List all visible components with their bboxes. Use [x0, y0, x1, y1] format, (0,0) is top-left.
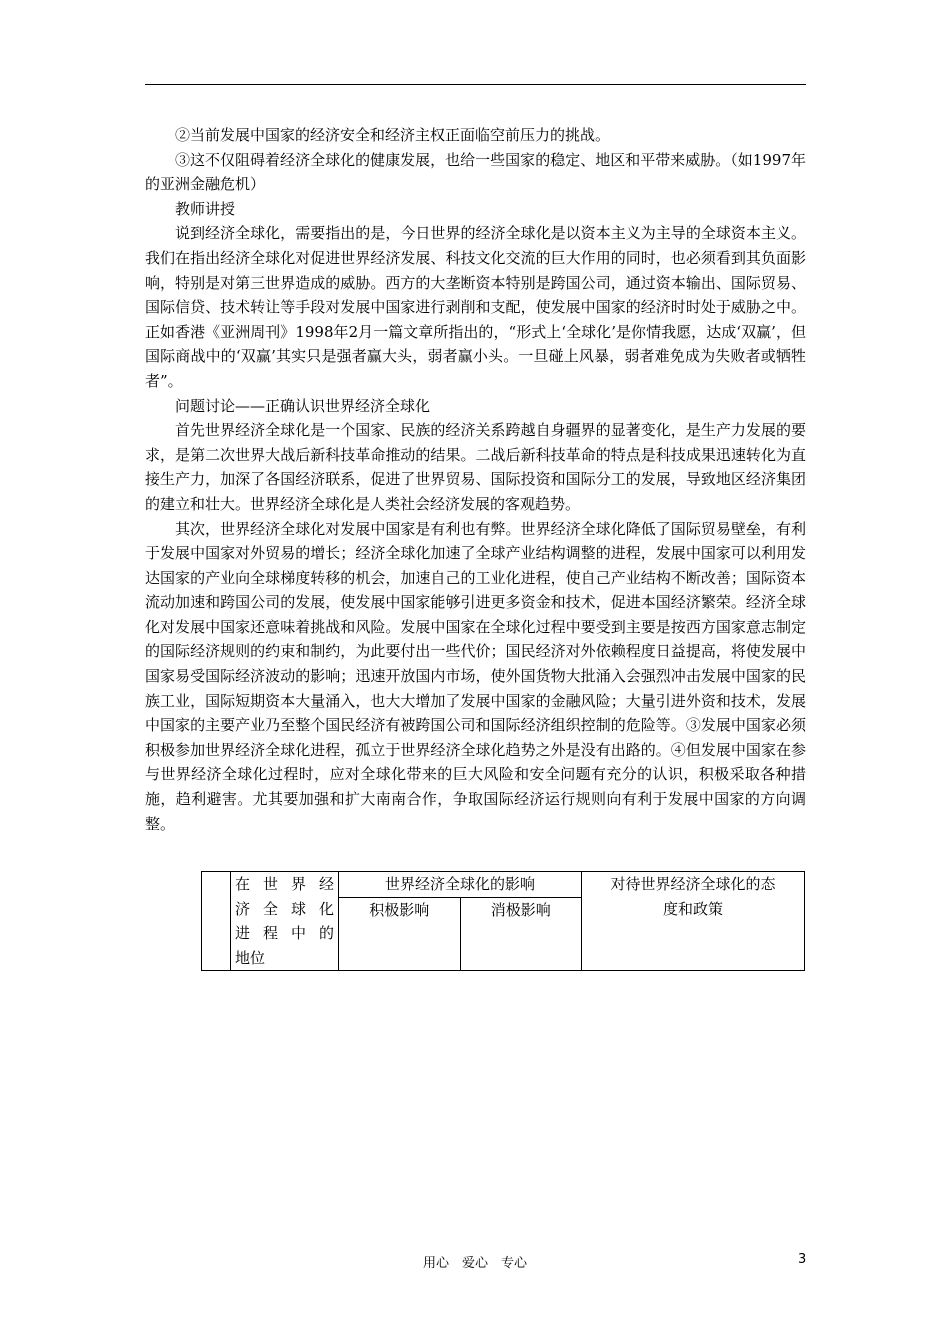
table-header-impact: 世界经济全球化的影响	[339, 872, 582, 898]
status-line-1: 在世界经	[235, 875, 334, 893]
table-cell-attitude: 对待世界经济全球化的态度和政策	[582, 872, 805, 971]
table-cell-negative: 消极影响	[460, 898, 582, 971]
paragraph-lecture: 说到经济全球化，需要指出的是，今日世界的经济全球化是以资本主义为主导的全球资本主义。我们在指出经济全球化对促进世界经济发展、科技文化交流的巨大作用的同时，也必须看到其负面影响，特别是对第三世界造成的威胁。西方的大垄断资本特别是跨国公司，通过资本输出、国际贸易、国际信贷、技术转让等手段对发展中国家进行剥削和支配，使发展中国家的经济时时处于威胁之中。正如香港《亚洲周刊》1998年2月一篇文章所指出的，“形式上‘全球化’是你情我愿，达成‘双赢’，但国际商战中的‘双赢’其实只是强者赢大头，弱者赢小头。一旦碰上风暴，弱者难免成为失败者或牺牲者”。	[145, 224, 806, 390]
section-heading-discussion: 问题讨论——正确认识世界经济全球化	[175, 396, 431, 415]
footer-motto: 用心 爱心 专心	[422, 1256, 527, 1271]
paragraph-discussion-2: 其次，世界经济全球化对发展中国家是有利也有弊。世界经济全球化降低了国际贸易壁垒，有利于发展中国家对外贸易的增长；经济全球化加速了全球产业结构调整的进程，发展中国家可以利用发达国家的产业向全球梯度转移的机会，加速自己的工业化进程，使自己产业结构不断改善；国际资本流动加速和跨国公司的发展，使发展中国家能够引进更多资金和技术，促进本国经济繁荣。经济全球化对发展中国家还意味着挑战和风险。发展中国家在全球化过程中要受到主要是按西方国家意志制定的国际经济规则的约束和制约，为此要付出一些代价；国民经济对外依赖程度日益提高，将使发展中国家易受国际经济波动的影响；迅速开放国内市场，使外国货物大批涌入会强烈冲击发展中国家的民族工业，国际短期资本大量涌入，也大大增加了发展中国家的金融风险；大量引进外资和技术，发展中国家的主要产业乃至整个国民经济有被跨国公司和国际经济组织控制的危险等。③发展中国家必须积极参加世界经济全球化进程，孤立于世界经济全球化趋势之外是没有出路的。④但发展中国家在参与世界经济全球化过程时，应对全球化带来的巨大风险和安全问题有充分的认识，积极采取各种措施，趋利避害。尤其要加强和扩大南南合作，争取国际经济运行规则向有利于发展中国家的方向调整。	[145, 519, 806, 833]
table-cell-positive: 积极影响	[339, 898, 461, 971]
header-rule	[145, 84, 806, 85]
status-line-2: 济全球化	[235, 899, 334, 918]
page-number: 3	[798, 1252, 807, 1267]
paragraph-2: ③这不仅阻碍着经济全球化的健康发展，也给一些国家的稳定、地区和平带来威胁。（如1997年的亚洲金融危机）	[145, 150, 806, 194]
paragraph-discussion-1: 首先世界经济全球化是一个国家、民族的经济关系跨越自身疆界的显著变化，是生产力发展的要求，是第二次世界大战后新科技革命推动的结果。二战后新科技革命的特点是科技成果迅速转化为直接生产力，加深了各国经济联系，促进了世界贸易、国际投资和国际分工的发展，导致地区经济集团的建立和壮大。世界经济全球化是人类社会经济发展的客观趋势。	[145, 421, 806, 513]
paragraph-1: ②当前发展中国家的经济安全和经济主权正面临空前压力的挑战。	[175, 126, 611, 144]
status-line-4: 地位	[235, 948, 266, 967]
status-line-3: 进程中的	[235, 924, 334, 943]
document-body	[145, 123, 806, 836]
summary-table	[201, 871, 805, 971]
section-heading-teacher-lecture: 教师讲授	[175, 199, 236, 218]
table-blank-cell	[202, 872, 231, 971]
table-cell-status	[231, 872, 339, 971]
